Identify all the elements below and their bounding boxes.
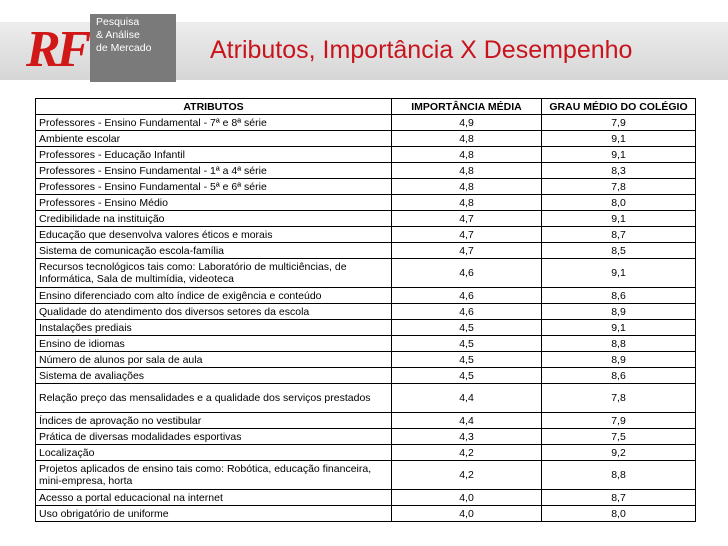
- grade-cell: 7,9: [542, 413, 696, 429]
- grade-cell: 8,6: [542, 288, 696, 304]
- table-row: [36, 259, 696, 288]
- grade-cell: 9,1: [542, 147, 696, 163]
- importance-cell: 4,0: [392, 506, 542, 522]
- grade-cell: 8,8: [542, 336, 696, 352]
- attribute-cell: Professores - Ensino Fundamental - 7ª e 8ª série: [36, 115, 392, 131]
- importance-cell: 4,9: [392, 115, 542, 131]
- attribute-cell: Uso obrigatório de uniforme: [36, 506, 392, 522]
- attribute-cell: Ensino diferenciado com alto índice de exigência e conteúdo: [36, 288, 392, 304]
- importance-cell: 4,5: [392, 352, 542, 368]
- attribute-cell: Ensino de idiomas: [36, 336, 392, 352]
- grade-cell: 8,7: [542, 227, 696, 243]
- table-row: [36, 195, 696, 211]
- page-title: Atributos, Importância X Desempenho: [210, 36, 633, 64]
- logo-line: Pesquisa: [96, 16, 140, 28]
- grade-cell: 7,8: [542, 179, 696, 195]
- grade-cell: 8,9: [542, 352, 696, 368]
- importance-cell: 4,5: [392, 368, 542, 384]
- attributes-table: [35, 98, 696, 522]
- table-row: [36, 227, 696, 243]
- attribute-cell: Relação preço das mensalidades e a qualidade dos serviços prestados: [36, 384, 392, 413]
- importance-cell: 4,3: [392, 429, 542, 445]
- table-row: [36, 461, 696, 490]
- grade-cell: 9,1: [542, 320, 696, 336]
- attribute-cell: Educação que desenvolva valores éticos e morais: [36, 227, 392, 243]
- grade-cell: 9,1: [542, 211, 696, 227]
- importance-cell: 4,8: [392, 179, 542, 195]
- table-body: [36, 115, 696, 522]
- attribute-cell: Ambiente escolar: [36, 131, 392, 147]
- column-header-atributos: ATRIBUTOS: [36, 99, 392, 115]
- grade-cell: 8,3: [542, 163, 696, 179]
- table-row: [36, 179, 696, 195]
- attribute-cell: Acesso a portal educacional na internet: [36, 490, 392, 506]
- grade-cell: 8,6: [542, 368, 696, 384]
- column-header-importancia: IMPORTÂNCIA MÉDIA: [392, 99, 542, 115]
- attribute-cell: Qualidade do atendimento dos diversos setores da escola: [36, 304, 392, 320]
- column-header-grau: GRAU MÉDIO DO COLÉGIO: [542, 99, 696, 115]
- attribute-cell: Professores - Ensino Fundamental - 5ª e 6ª série: [36, 179, 392, 195]
- importance-cell: 4,8: [392, 163, 542, 179]
- attribute-cell: Professores - Educação Infantil: [36, 147, 392, 163]
- logo-mark: RF: [26, 21, 88, 78]
- table-row: [36, 506, 696, 522]
- attribute-cell: Instalações prediais: [36, 320, 392, 336]
- importance-cell: 4,7: [392, 227, 542, 243]
- table-row: [36, 352, 696, 368]
- importance-cell: 4,8: [392, 195, 542, 211]
- table-header-row: [36, 99, 696, 115]
- table-row: [36, 445, 696, 461]
- attribute-cell: Projetos aplicados de ensino tais como: Robótica, educação financeira, mini-empresa, horta: [36, 461, 392, 490]
- logo-text: [96, 16, 176, 55]
- grade-cell: 7,9: [542, 115, 696, 131]
- table-row: [36, 163, 696, 179]
- table-row: [36, 288, 696, 304]
- grade-cell: 9,2: [542, 445, 696, 461]
- table-row: [36, 413, 696, 429]
- importance-cell: 4,4: [392, 384, 542, 413]
- importance-cell: 4,0: [392, 490, 542, 506]
- table-row: [36, 490, 696, 506]
- logo-line: & Análise: [96, 29, 140, 41]
- grade-cell: 8,0: [542, 195, 696, 211]
- importance-cell: 4,8: [392, 147, 542, 163]
- grade-cell: 7,8: [542, 384, 696, 413]
- table-row: [36, 131, 696, 147]
- grade-cell: 8,7: [542, 490, 696, 506]
- importance-cell: 4,5: [392, 320, 542, 336]
- table-row: [36, 336, 696, 352]
- table-row: [36, 304, 696, 320]
- attribute-cell: Prática de diversas modalidades esportivas: [36, 429, 392, 445]
- importance-cell: 4,6: [392, 304, 542, 320]
- table-row: [36, 320, 696, 336]
- logo-line: de Mercado: [96, 42, 152, 54]
- attribute-cell: Localização: [36, 445, 392, 461]
- importance-cell: 4,5: [392, 336, 542, 352]
- table-row: [36, 211, 696, 227]
- grade-cell: 9,1: [542, 259, 696, 288]
- attribute-cell: Recursos tecnológicos tais como: Laboratório de multiciências, de Informática, Sala de multimídia, videoteca: [36, 259, 392, 288]
- grade-cell: 8,0: [542, 506, 696, 522]
- attribute-cell: Sistema de comunicação escola-família: [36, 243, 392, 259]
- importance-cell: 4,6: [392, 288, 542, 304]
- table-row: [36, 115, 696, 131]
- importance-cell: 4,8: [392, 131, 542, 147]
- importance-cell: 4,7: [392, 243, 542, 259]
- table-row: [36, 368, 696, 384]
- table-row: [36, 429, 696, 445]
- attribute-cell: Sistema de avaliações: [36, 368, 392, 384]
- company-logo: [24, 14, 176, 82]
- importance-cell: 4,7: [392, 211, 542, 227]
- grade-cell: 7,5: [542, 429, 696, 445]
- table-row: [36, 384, 696, 413]
- slide-header: [0, 0, 728, 88]
- importance-cell: 4,4: [392, 413, 542, 429]
- attribute-cell: Índices de aprovação no vestibular: [36, 413, 392, 429]
- table-row: [36, 243, 696, 259]
- attribute-cell: Credibilidade na instituição: [36, 211, 392, 227]
- grade-cell: 8,9: [542, 304, 696, 320]
- importance-cell: 4,6: [392, 259, 542, 288]
- attribute-cell: Professores - Ensino Fundamental - 1ª a 4ª série: [36, 163, 392, 179]
- importance-cell: 4,2: [392, 445, 542, 461]
- grade-cell: 8,5: [542, 243, 696, 259]
- attribute-cell: Professores - Ensino Médio: [36, 195, 392, 211]
- grade-cell: 9,1: [542, 131, 696, 147]
- importance-cell: 4,2: [392, 461, 542, 490]
- grade-cell: 8,8: [542, 461, 696, 490]
- attribute-cell: Número de alunos por sala de aula: [36, 352, 392, 368]
- table-row: [36, 147, 696, 163]
